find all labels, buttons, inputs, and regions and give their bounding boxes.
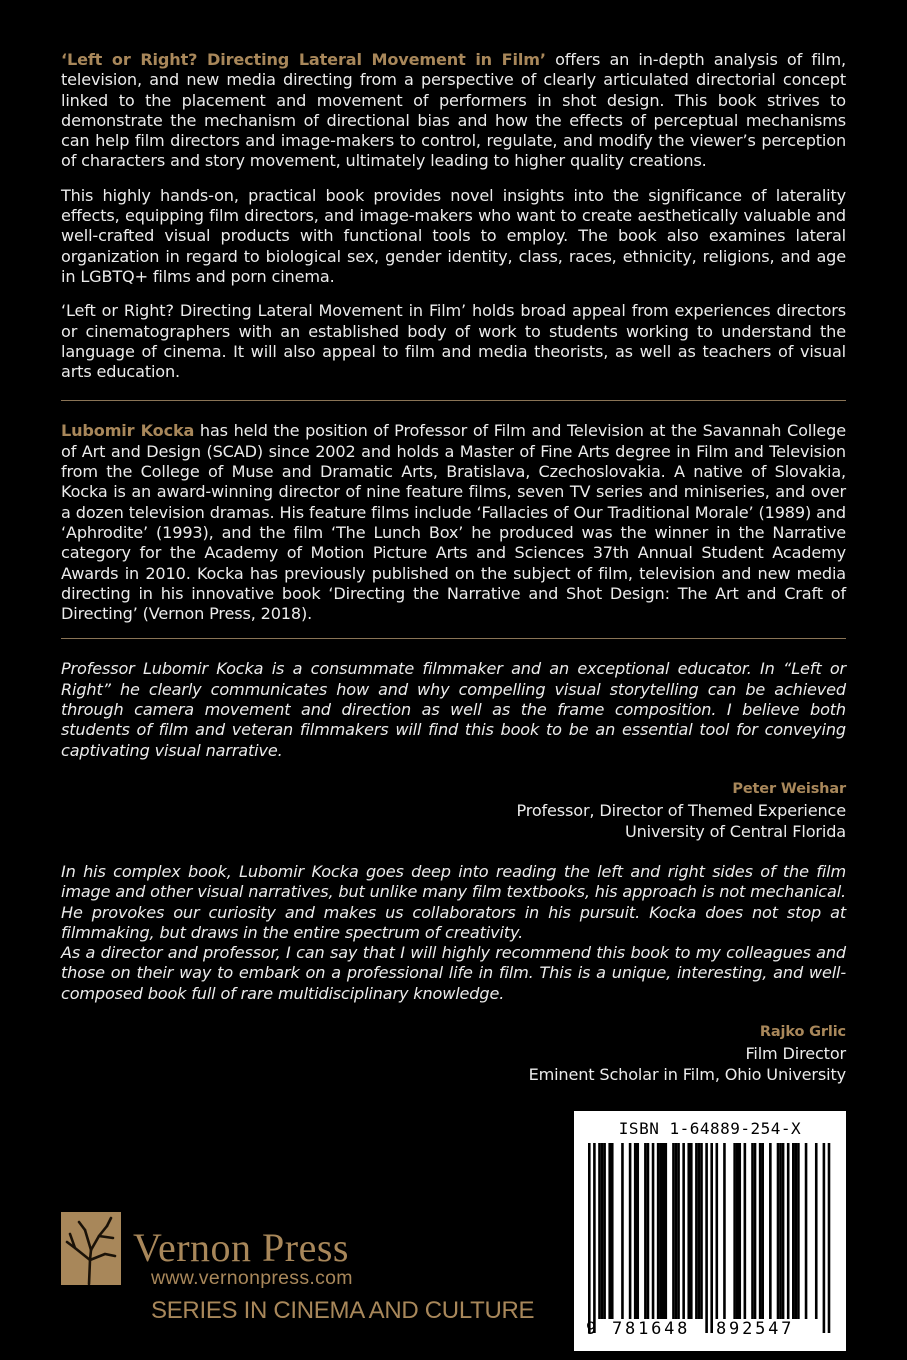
barcode-bar [736,1143,739,1319]
barcode-bar [682,1143,685,1319]
barcode-bar [662,1143,665,1319]
barcode-bar [754,1143,757,1319]
divider [61,638,846,639]
barcode-bar [690,1143,693,1319]
barcode-bar [779,1143,782,1319]
book-title: ‘Left or Right? Directing Lateral Movement in Film’ [61,50,546,69]
series-name: SERIES IN CINEMA AND CULTURE [151,1297,535,1324]
reviewer-affiliation: University of Central Florida [624,821,846,841]
barcode-bar [761,1143,764,1319]
barcode-bar [636,1143,639,1319]
barcode-bar [588,1143,591,1333]
author-bio [61,421,846,624]
barcode-bar [611,1143,614,1319]
review-quote-2b: As a director and professor, I can say that I will highly recommend this book to my colleagues and those on their way to embark on a professional life in film. This is a unique, interesting, and well-composed book full of rare multidisciplinary knowledge. [61,943,846,1003]
barcode-bars [588,1143,832,1333]
blurb-paragraph-2: This highly hands-on, practical book provides novel insights into the significance of laterality effects, equipping film directors, and image-makers who want to create aesthetically valuable and well-crafted visual products with functional tools to employ. The book also examines lateral organization in regard to biological sex, gender identity, class, races, ethnicity, religions, and age in LGBTQ+ films and porn cinema. [61,185,846,286]
divider [61,400,846,401]
barcode-bar [777,1143,780,1319]
barcode-bar [644,1143,647,1319]
review-attribution-2 [61,1022,846,1085]
barcode-bar [603,1143,606,1319]
barcode-bar [608,1143,611,1319]
barcode-bar [733,1143,736,1319]
barcode-bar [675,1143,678,1319]
barcode-bar [797,1143,800,1319]
barcode [574,1111,846,1351]
review-quote-2: In his complex book, Lubomir Kocka goes deep into reading the left and right sides of the film image and other visual narratives, but unlike many film textbooks, his approach is not mechanical. He provokes our curiosity and makes us collaborators in his pursuit. Kocka does not stop at filmmaking, but draws in the entire spectrum of creativity. [61,861,846,942]
barcode-bar [716,1143,719,1319]
ean-group-2: 892547 [716,1319,795,1339]
barcode-bar [598,1143,601,1319]
reviewer-name: Rajko Grlic [759,1023,846,1040]
reviewer-title: Film Director [745,1043,846,1063]
author-bio-text: has held the position of Professor of Film and Television at the Savannah College of Art and Design (SCAD) since 2002 and holds a Master of Fine Arts degree in Film and Television from the College of Muse and Dramatic Arts, Bratislava, Czechoslovakia. A native of Slovakia, Kocka is an award-winning director of nine feature films, seven TV series and miniseries, and over a dozen television dramas. His feature films include ‘Fallacies of Our Traditional Morale’ (1989) and ‘Aphrodite’ (1993), and the film ‘The Lunch Box’ he produced was the winner in the Narrative category for the Academy of Motion Picture Arts and Sciences 37th Annual Student Academy Awards in 2010. Kocka has previously published on the subject of film, television and new media directing in his innovative book ‘Directing the Narrative and Shot Design: The Art and Craft of Directing’ (Vernon Press, 2018). [61,421,846,624]
publisher-url[interactable]: www.vernonpress.com [151,1267,353,1289]
ean-first-digit: 9 [586,1319,597,1339]
tree-icon [61,1212,121,1285]
barcode-bar [659,1143,662,1319]
barcode-bar [629,1143,632,1319]
barcode-bar [677,1143,680,1319]
barcode-bar [657,1143,660,1319]
barcode-bar [593,1143,596,1333]
barcode-bar [700,1143,703,1319]
barcode-bar [687,1143,690,1319]
barcode-bar [823,1143,826,1333]
barcode-bar [723,1143,726,1319]
barcode-bar [795,1143,798,1319]
barcode-bar [705,1143,708,1333]
barcode-bar [792,1143,795,1319]
barcode-bar [769,1143,772,1319]
barcode-bar [782,1143,785,1319]
barcode-bar [738,1143,741,1319]
barcode-bar [665,1143,668,1319]
reviewer-name: Peter Weishar [732,780,846,797]
barcode-bar [710,1143,713,1333]
barcode-bar [601,1143,604,1319]
ean-group-1: 781648 [612,1319,691,1339]
review-attribution-1 [61,779,846,842]
barcode-bar [634,1143,637,1319]
barcode-bar [744,1143,747,1319]
barcode-bar [695,1143,698,1319]
barcode-bar [621,1143,624,1319]
barcode-bar [672,1143,675,1319]
barcode-bar [652,1143,655,1319]
barcode-bar [828,1143,831,1333]
reviewer-title: Professor, Director of Themed Experience [516,800,846,820]
barcode-bar [647,1143,650,1319]
blurb-paragraph-3: ‘Left or Right? Directing Lateral Movement in Film’ holds broad appeal from experiences directors or cinematographers with an established body of work to students working to understand the language of cinema. It will also appeal to film and media theorists, as well as teachers of visual arts education. [61,301,846,382]
author-name: Lubomir Kocka [61,421,195,441]
barcode-bar [805,1143,808,1319]
cover-text [61,50,846,1085]
barcode-bar [759,1143,762,1319]
barcode-bar [698,1143,701,1319]
isbn-label: ISBN 1-64889-254-X [618,1119,802,1138]
blurb-text-1: offers an in-depth analysis of film, television, and new media directing from a perspective of clearly articulated directorial concept linked to the placement and movement of performers in shot design. This book strives to demonstrate the mechanism of directional bias and how the effects of perceptual mechanisms can help film directors and image-makers to control, regulate, and modify the viewer’s perception of characters and story movement, ultimately leading to higher quality creations. [61,50,847,171]
blurb-paragraph-1 [61,50,846,172]
barcode-bar [815,1143,818,1319]
barcode-bar [787,1143,790,1319]
barcode-bar [751,1143,754,1319]
reviewer-affiliation: Eminent Scholar in Film, Ohio University [528,1064,846,1084]
publisher-name: Vernon Press [133,1225,349,1270]
review-quote-1: Professor Lubomir Kocka is a consummate filmmaker and an exceptional educator. In “Left or Right” he clearly communicates how and why compelling visual storytelling can be achieved through camera movement and direction as well as the frame composition. I believe both students of film and veteran filmmakers will find this book to be an essential tool for conveying captivating visual narrative. [61,659,846,760]
